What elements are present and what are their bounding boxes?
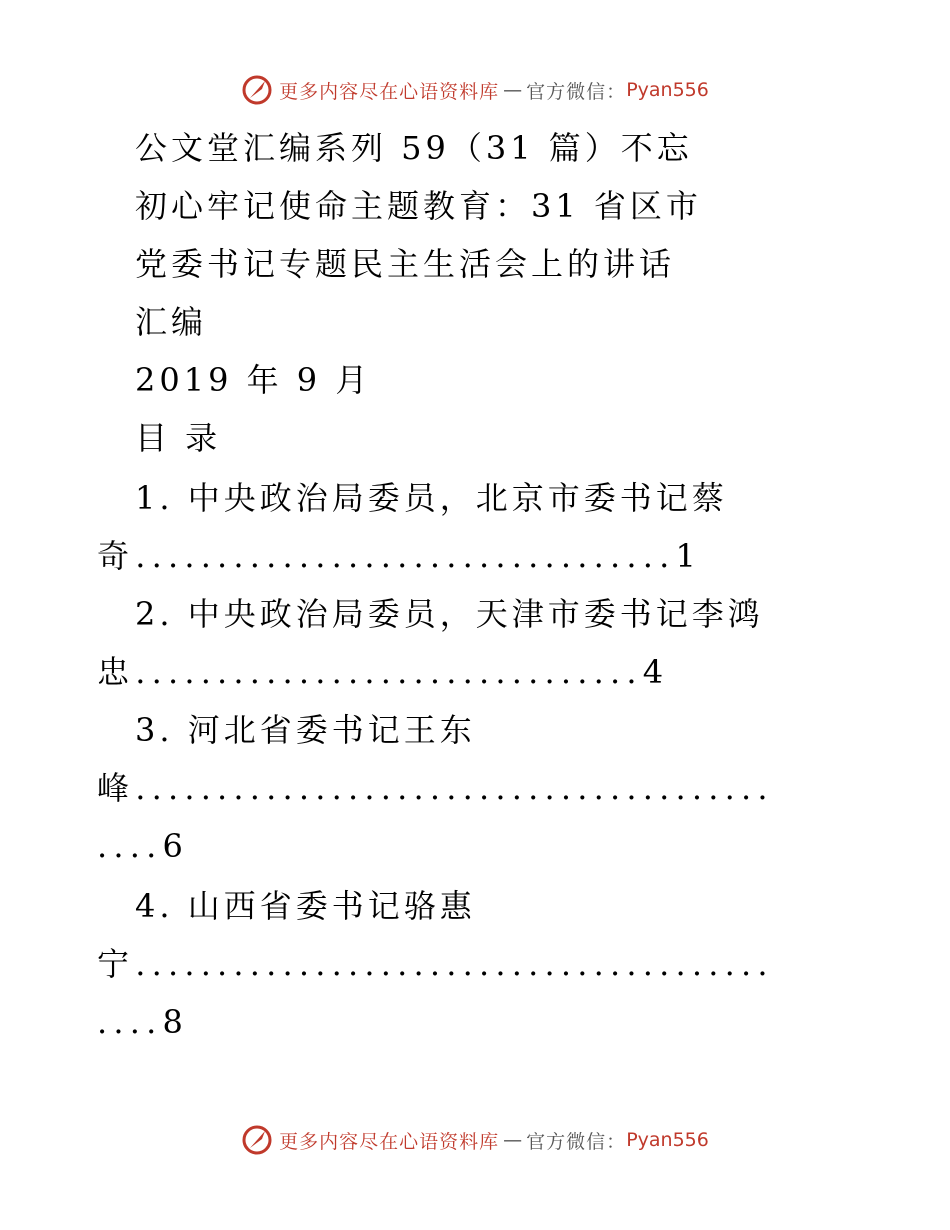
title-line-3: 党委书记专题民主生活会上的讲话 [135,245,676,283]
toc-entry-2-title[interactable]: 2. 中央政治局委员，天津市委书记李鸿 [135,595,764,633]
quill-icon [241,74,273,106]
watermark-label: 官方微信： [526,80,627,103]
toc-entry-4-leader[interactable]: 宁....................................... [97,945,774,983]
watermark-banner-top [0,70,950,110]
toc-entry-3-title[interactable]: 3. 河北省委书记王东 [135,711,476,749]
watermark-separator: — [503,79,523,101]
title-line-1: 公文堂汇编系列 59（31 篇）不忘 [135,129,693,167]
watermark-separator: — [503,1129,523,1151]
watermark-handle: Pyan556 [626,79,709,101]
watermark-brand: 更多内容尽在心语资料库 [279,1130,500,1153]
toc-heading: 目 录 [135,419,222,457]
watermark-banner-bottom [0,1120,950,1160]
title-line-2: 初心牢记使命主题教育：31 省区市 [135,187,702,225]
title-line-4: 汇编 [135,303,208,341]
toc-entry-3-leader[interactable]: 峰....................................... [97,769,774,807]
document-date: 2019 年 9 月 [135,361,372,399]
watermark-handle: Pyan556 [626,1129,709,1151]
toc-entry-3-page[interactable]: ....6 [97,827,190,865]
toc-entry-2-leader[interactable]: 忠...............................4 [97,653,670,691]
toc-entry-4-title[interactable]: 4. 山西省委书记骆惠 [135,887,476,925]
quill-icon [241,1124,273,1156]
toc-entry-1-title[interactable]: 1. 中央政治局委员，北京市委书记蔡 [135,479,728,517]
toc-entry-1-leader[interactable]: 奇.................................1 [97,537,703,575]
watermark-label: 官方微信： [526,1130,627,1153]
toc-entry-4-page[interactable]: ....8 [97,1003,190,1041]
watermark-brand: 更多内容尽在心语资料库 [279,80,500,103]
